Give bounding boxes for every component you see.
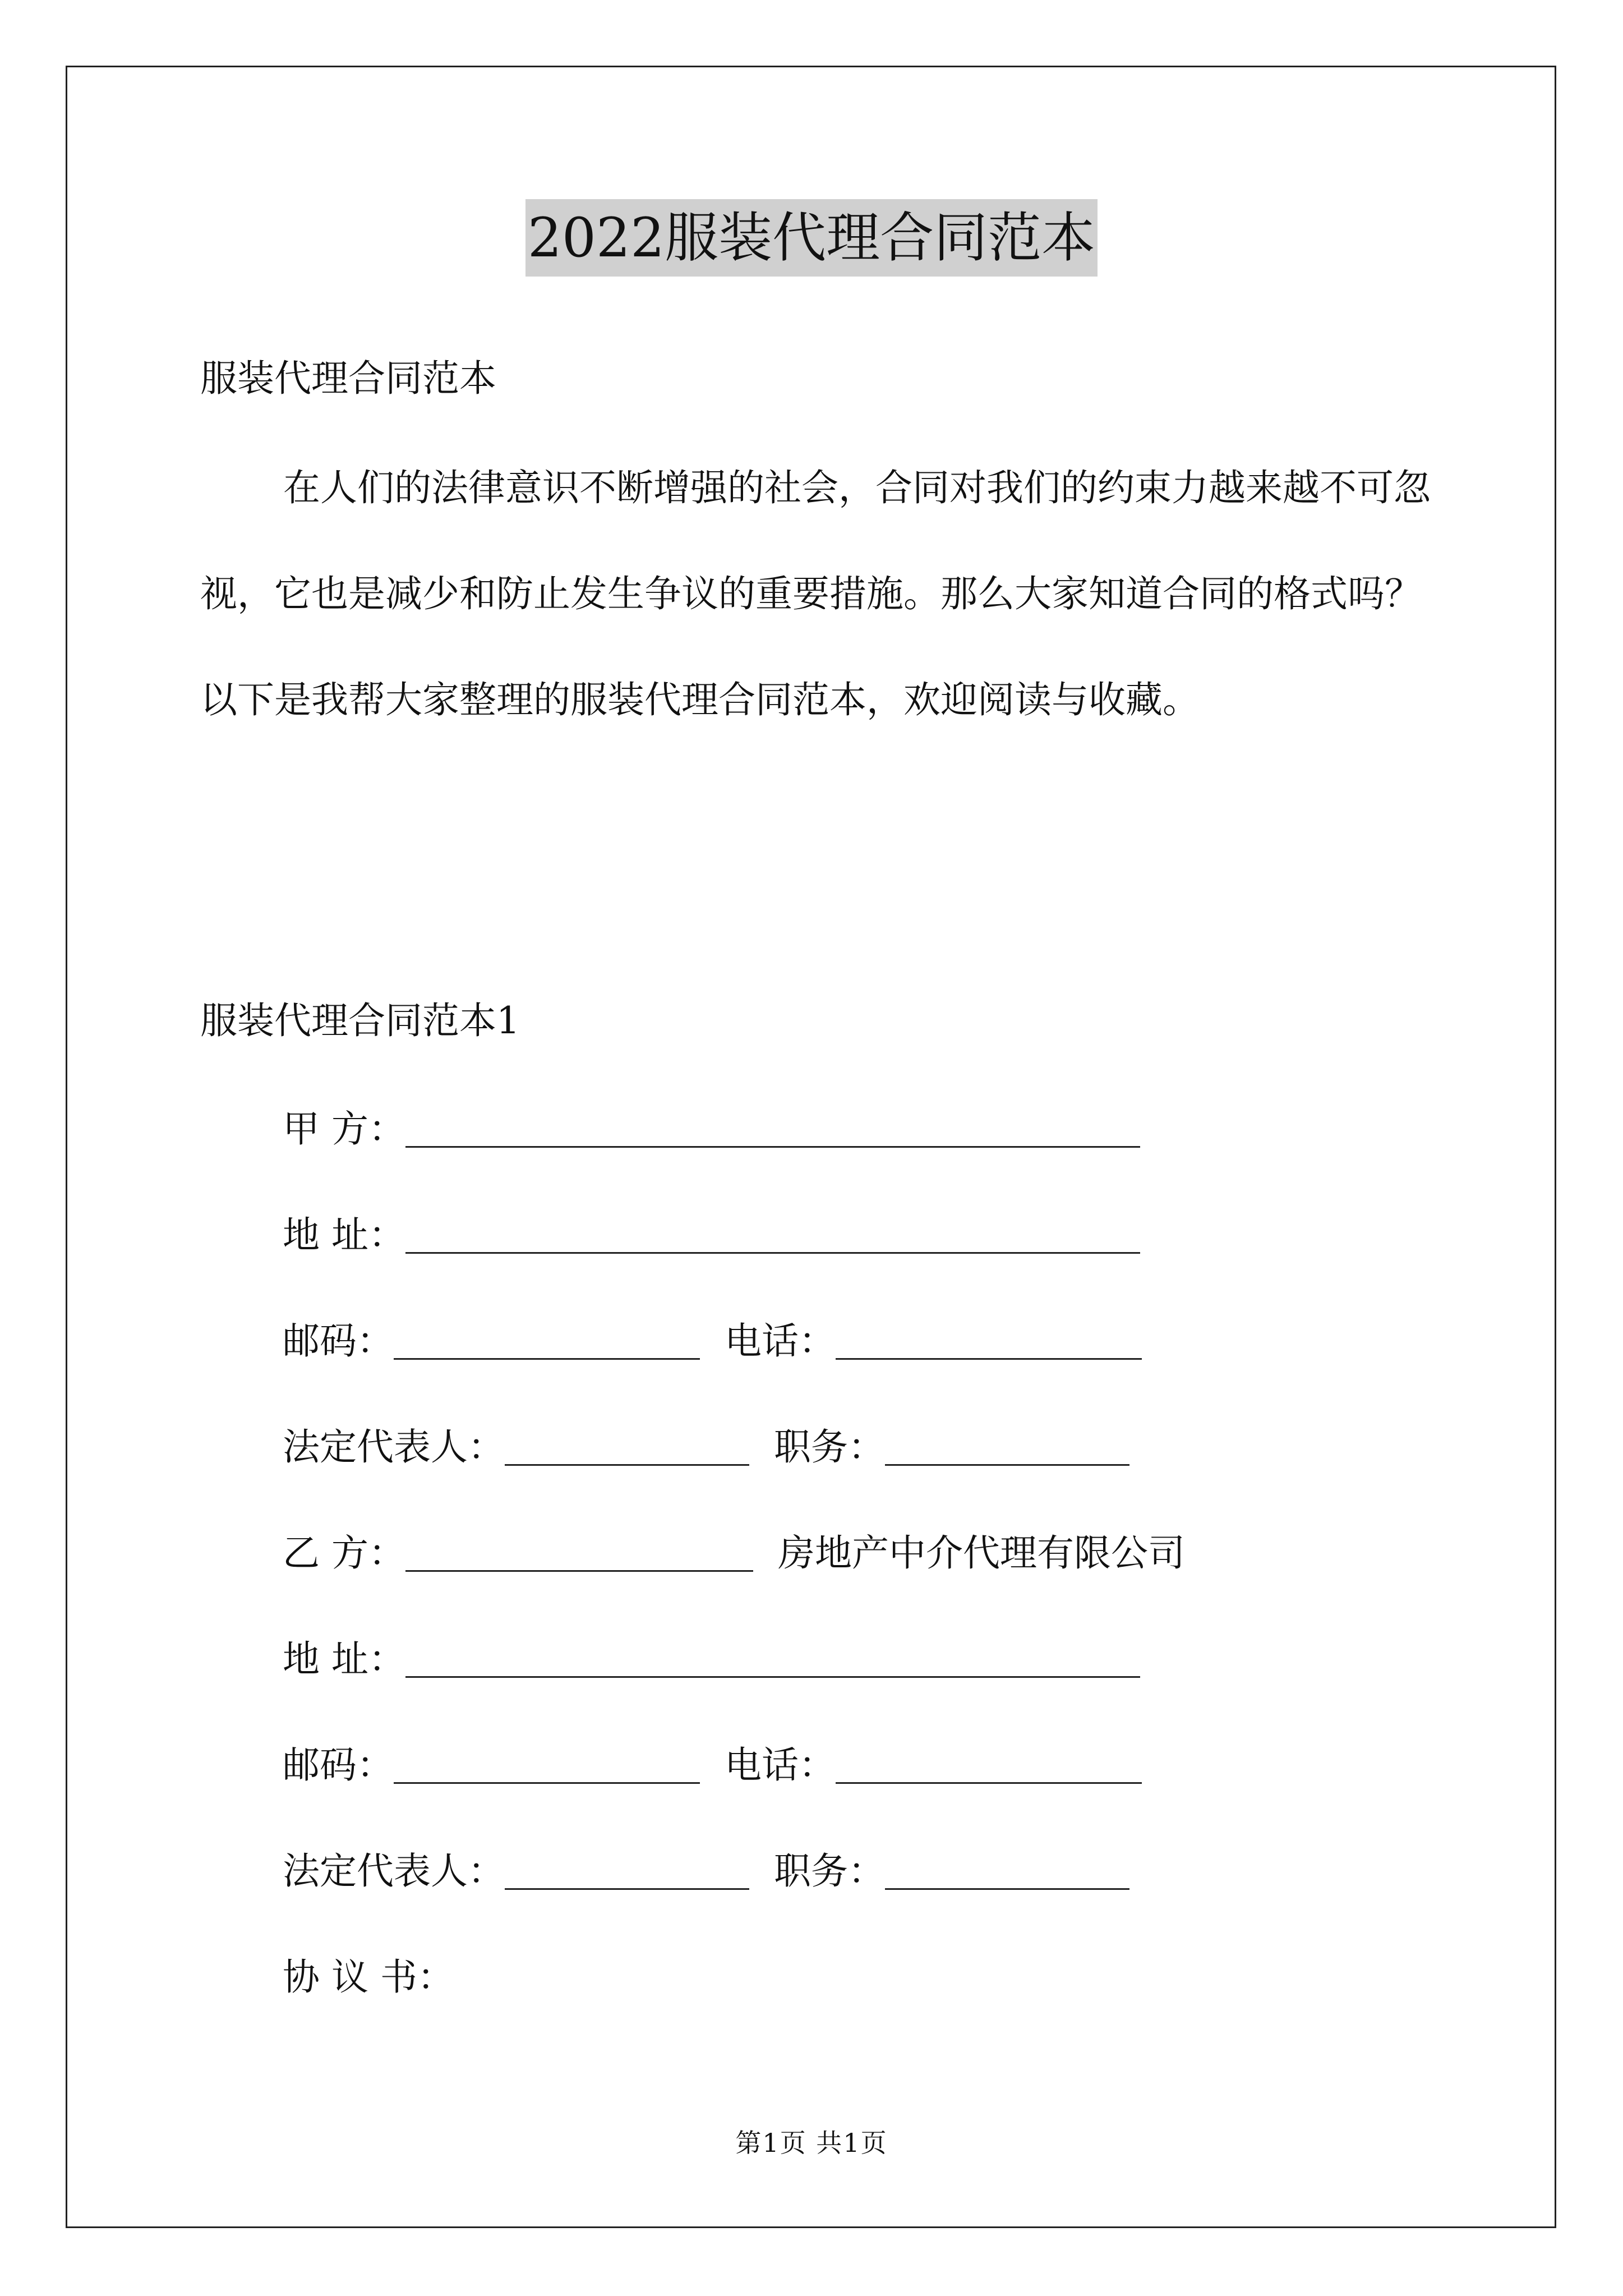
party-b-position-label: 职务：: [774, 1849, 885, 1893]
party-b-postcode-label: 邮码：: [283, 1743, 394, 1787]
party-a-blank: [405, 1111, 1140, 1148]
party-a-position-label: 职务：: [774, 1425, 885, 1469]
party-a-contact-row: [283, 1316, 1142, 1366]
party-a-label: 甲 方：: [283, 1107, 405, 1151]
party-b-label: 乙 方：: [283, 1531, 405, 1575]
party-a-phone-blank: [836, 1323, 1142, 1360]
title-container: [0, 199, 1623, 277]
party-b-company-suffix: 房地产中介代理有限公司: [777, 1531, 1185, 1575]
party-b-rep-blank: [505, 1853, 749, 1890]
party-a-rep-row: [283, 1422, 1129, 1473]
party-b-rep-row: [283, 1846, 1129, 1897]
document-subtitle: 服装代理合同范本: [200, 357, 496, 400]
intro-paragraph: 在人们的法律意识不断增强的社会，合同对我们的约束力越来越不可忽视，它也是减少和防止发生争议的重要措施。那么大家知道合同的格式吗？以下是我帮大家整理的服装代理合同范本，欢迎阅读与收藏。: [200, 466, 1431, 721]
party-b-position-blank: [885, 1853, 1129, 1890]
party-b-contact-row: [283, 1740, 1142, 1791]
party-b-phone-blank: [836, 1747, 1142, 1784]
party-b-blank: [405, 1535, 753, 1572]
party-a-position-blank: [885, 1429, 1129, 1466]
party-a-rep-blank: [505, 1429, 749, 1466]
party-b-address-label: 地 址：: [283, 1637, 405, 1681]
party-a-row: [283, 1104, 1140, 1154]
section-heading: 服装代理合同范本1: [200, 999, 520, 1042]
party-a-address-label: 地 址：: [283, 1213, 405, 1257]
party-b-row: [283, 1528, 1185, 1579]
party-a-rep-label: 法定代表人：: [283, 1425, 505, 1469]
party-b-rep-label: 法定代表人：: [283, 1849, 505, 1893]
party-b-address-blank: [405, 1641, 1140, 1678]
party-b-address-row: [283, 1634, 1140, 1685]
party-b-postcode-blank: [394, 1747, 700, 1784]
agreement-row: [283, 1952, 454, 2003]
document-title: 2022服装代理合同范本: [525, 199, 1098, 277]
party-a-address-blank: [405, 1217, 1140, 1254]
page-footer: 第1页 共1页: [735, 2128, 888, 2158]
party-a-address-row: [283, 1210, 1140, 1260]
party-a-postcode-blank: [394, 1323, 700, 1360]
party-b-phone-label: 电话：: [725, 1743, 836, 1787]
party-a-phone-label: 电话：: [725, 1319, 836, 1363]
party-a-postcode-label: 邮码：: [283, 1319, 394, 1363]
agreement-label: 协 议 书：: [283, 1955, 454, 1999]
